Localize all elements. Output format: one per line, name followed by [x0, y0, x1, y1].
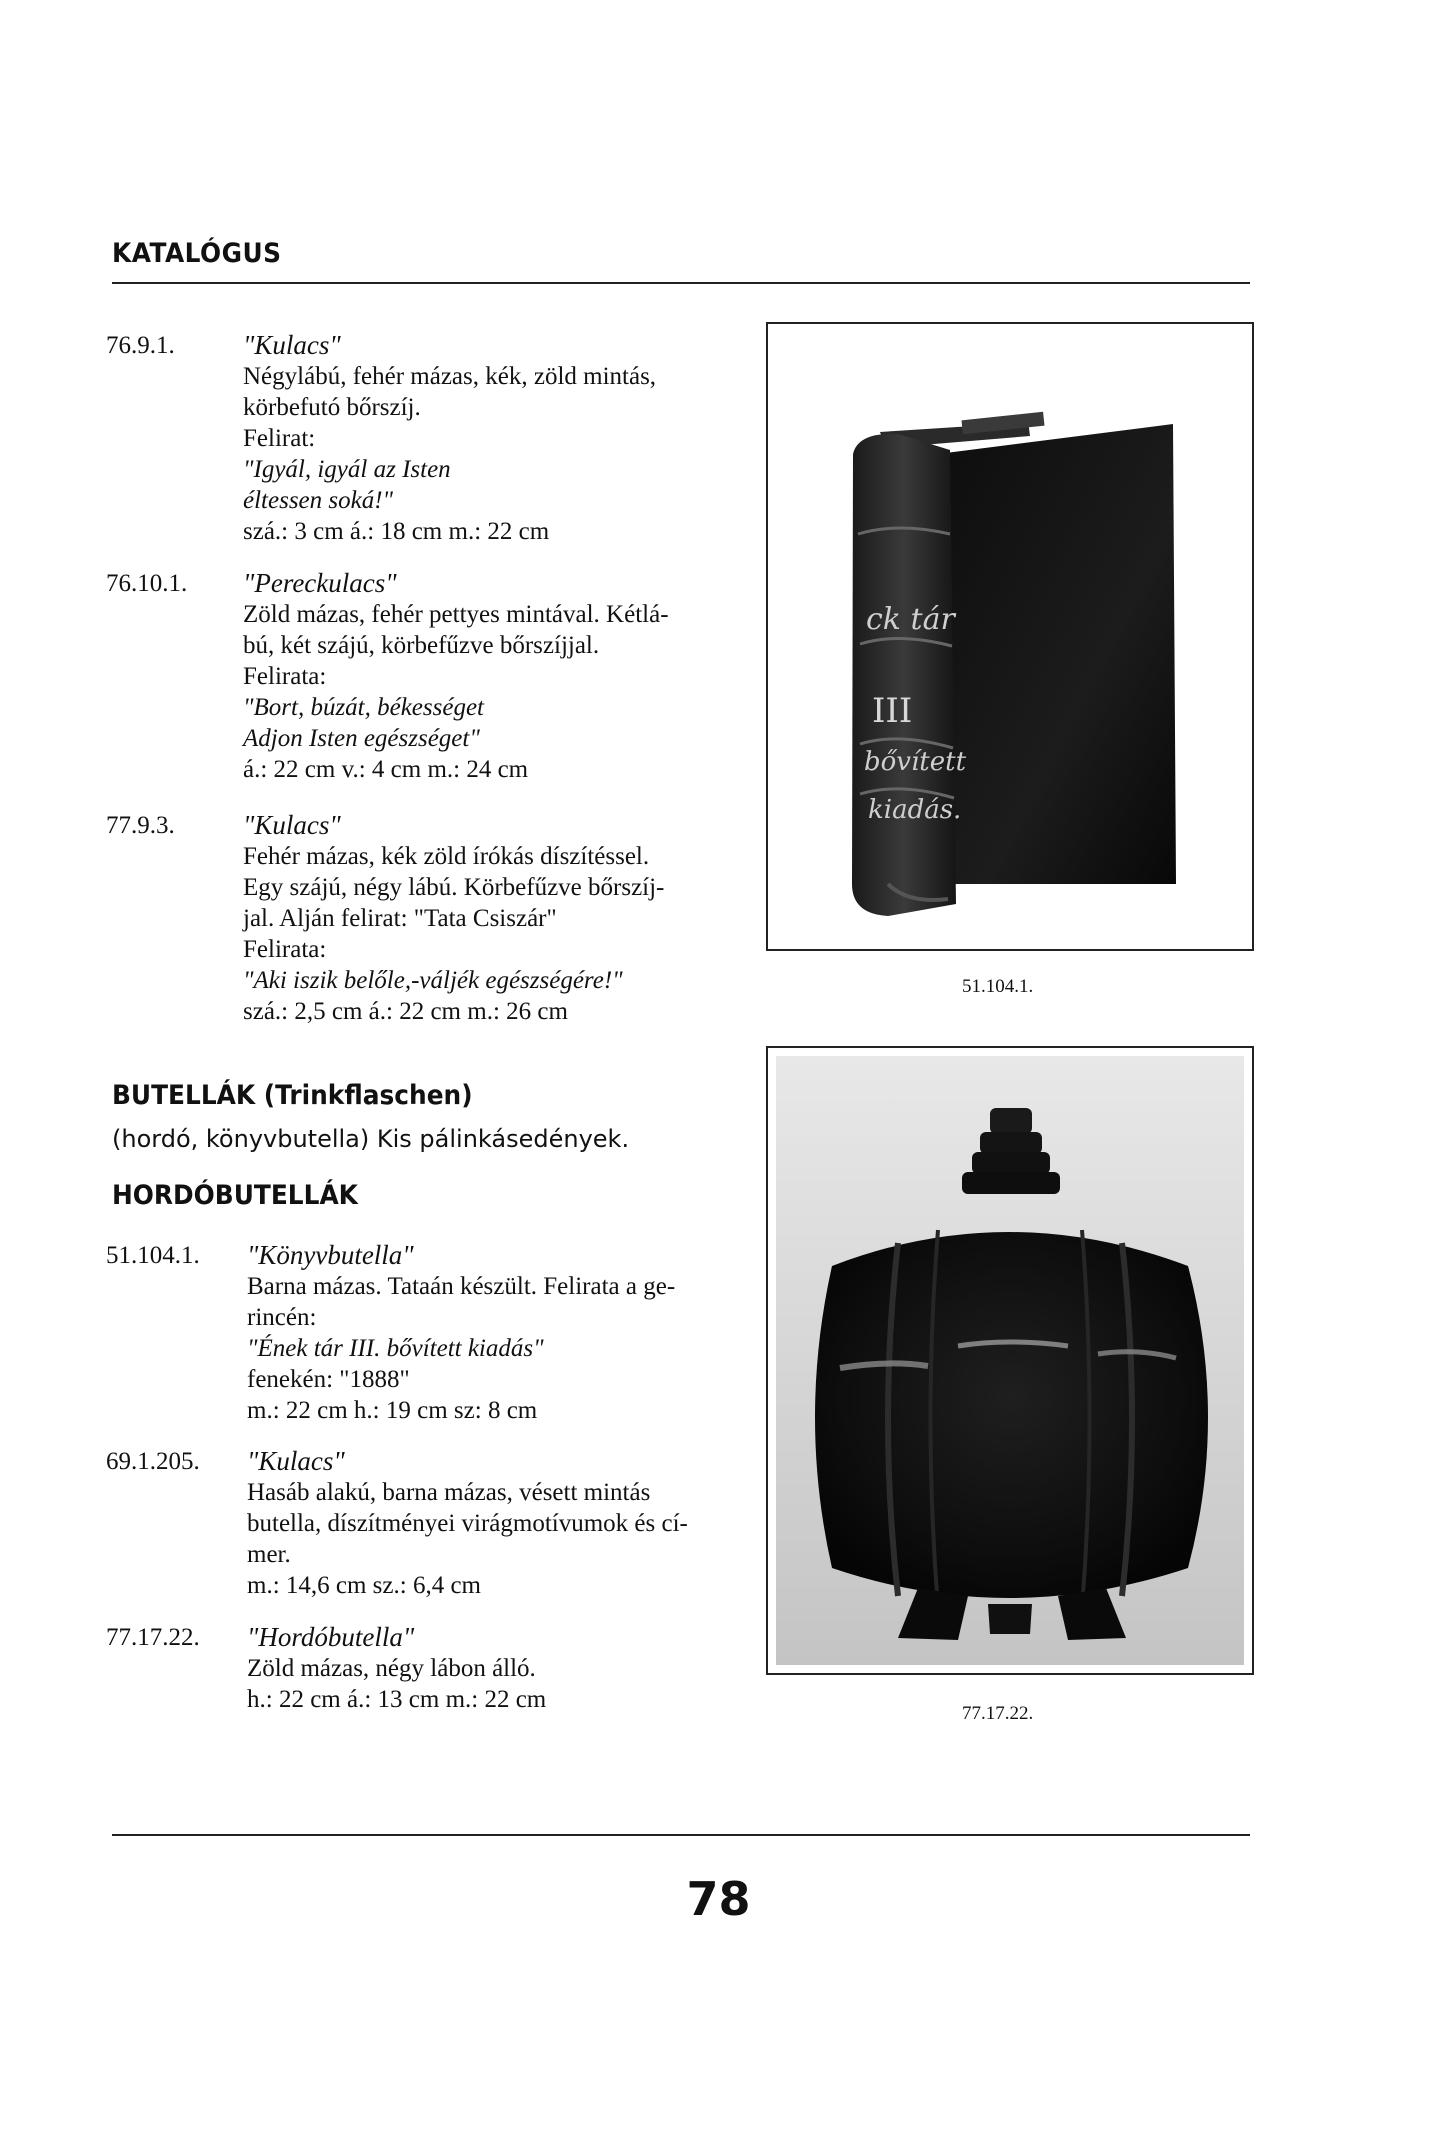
section-subtitle: (hordó, könyvbutella) Kis pálinkásedények.	[112, 1125, 630, 1153]
entry-title: "Könyvbutella"	[247, 1240, 414, 1270]
entry-line: Felirata:	[243, 936, 327, 963]
entry-line: "Aki iszik belőle,-váljék egészségére!"	[243, 967, 623, 994]
entry-number: 76.10.1.	[106, 570, 188, 597]
barrel-flask-photo-icon	[768, 1048, 1252, 1673]
photo-caption: 77.17.22.	[962, 1703, 1034, 1724]
entry-line: m.: 14,6 cm sz.: 6,4 cm	[247, 1572, 481, 1599]
entry-line: Felirata:	[243, 663, 327, 690]
entry-line: Hasáb alakú, barna mázas, vésett mintás	[247, 1479, 651, 1506]
entry-line: Felirat:	[243, 425, 316, 452]
entry-line: Adjon Isten egészséget"	[243, 725, 480, 752]
entry-line: fenekén: "1888"	[247, 1366, 410, 1393]
entry-line: Zöld mázas, fehér pettyes mintával. Kétlá-	[243, 601, 669, 628]
entry-line: "Igyál, igyál az Isten	[243, 456, 451, 483]
page-header: KATALÓGUS	[112, 238, 282, 269]
svg-text:III: III	[872, 691, 913, 731]
entry-line: jal. Alján felirat: "Tata Csiszár"	[243, 905, 557, 932]
entry-line: Négylábú, fehér mázas, kék, zöld mintás,	[243, 363, 657, 390]
entry-line: körbefutó bőrszíj.	[243, 394, 421, 421]
entry-title: "Kulacs"	[243, 810, 341, 840]
entry-number: 76.9.1.	[106, 332, 175, 359]
section-title: BUTELLÁK (Trinkflaschen)	[112, 1080, 473, 1111]
entry-title: "Pereckulacs"	[243, 568, 397, 598]
entry-line: Barna mázas. Tataán készült. Felirata a ge-	[247, 1273, 676, 1300]
photo-caption: 51.104.1.	[962, 976, 1034, 997]
photo-frame-book-flask	[766, 322, 1254, 951]
entry-number: 77.17.22.	[106, 1624, 200, 1651]
entry-line: mer.	[247, 1541, 291, 1568]
entry-title: "Kulacs"	[247, 1446, 345, 1476]
svg-text:ck tár: ck tár	[866, 602, 955, 637]
entry-number: 77.9.3.	[106, 812, 175, 839]
entry-line: Zöld mázas, négy lábon álló.	[247, 1655, 536, 1682]
entry-line: butella, díszítményei virágmotívumok és cí-	[247, 1510, 688, 1537]
entry-line: "Ének tár III. bővített kiadás"	[247, 1335, 544, 1362]
book-flask-photo-icon	[768, 324, 1252, 949]
entry-number: 51.104.1.	[106, 1242, 200, 1269]
entry-line: "Bort, búzát, békességet	[243, 694, 485, 721]
entry-line: szá.: 3 cm á.: 18 cm m.: 22 cm	[243, 518, 550, 545]
entry-line: Egy szájú, négy lábú. Körbefűzve bőrszíj-	[243, 874, 665, 901]
footer-rule	[112, 1834, 1250, 1836]
entry-line: éltessen soká!"	[243, 487, 394, 514]
entry-line: szá.: 2,5 cm á.: 22 cm m.: 26 cm	[243, 998, 568, 1025]
entry-line: rincén:	[247, 1304, 317, 1331]
entry-line: Fehér mázas, kék zöld írókás díszítéssel.	[243, 843, 650, 870]
subsection-title: HORDÓBUTELLÁK	[112, 1180, 358, 1211]
entry-title: "Kulacs"	[243, 330, 341, 360]
entry-title: "Hordóbutella"	[247, 1622, 415, 1652]
entry-line: m.: 22 cm h.: 19 cm sz: 8 cm	[247, 1397, 538, 1424]
svg-text:bővített: bővített	[864, 747, 967, 777]
svg-text:kiadás.: kiadás.	[868, 795, 962, 825]
page-number: 78	[686, 1872, 751, 1926]
entry-line: h.: 22 cm á.: 13 cm m.: 22 cm	[247, 1686, 547, 1713]
header-rule	[112, 282, 1250, 284]
entry-number: 69.1.205.	[106, 1448, 200, 1475]
entry-line: á.: 22 cm v.: 4 cm m.: 24 cm	[243, 756, 529, 783]
photo-frame-barrel-flask	[766, 1046, 1254, 1675]
entry-line: bú, két szájú, körbefűzve bőrszíjjal.	[243, 632, 600, 659]
